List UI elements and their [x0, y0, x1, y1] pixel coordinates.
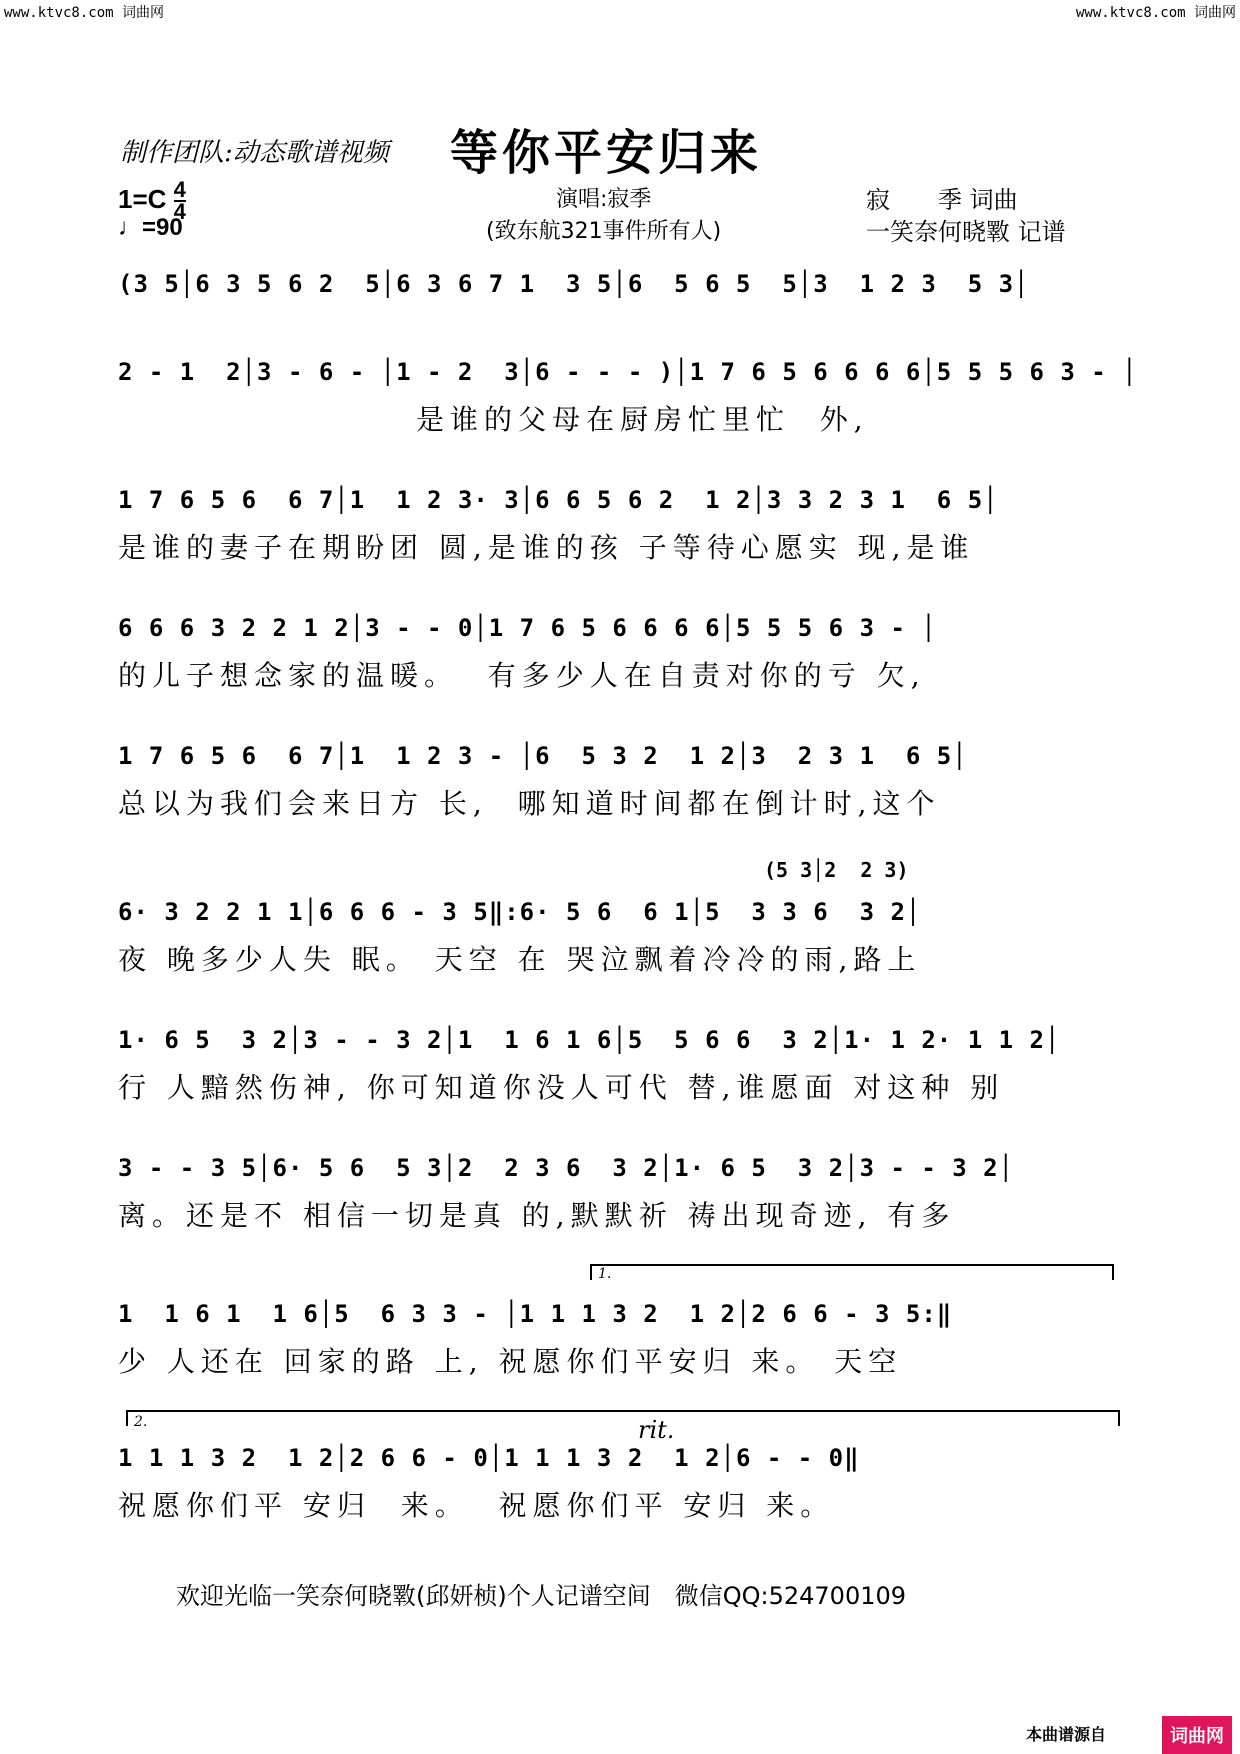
score-line-6-notes: 6· 3 2 2 1 1│6 6 6 - 3 5‖:6· 5 6 6 1│5 3 3 6 3 2│: [118, 898, 922, 926]
tempo: ♩=90: [118, 214, 183, 241]
score-line-6-lyrics: 夜 晚多少人失 眠。 天空 在 哭泣飘着冷冷的雨,路上: [118, 943, 922, 976]
site-url-left[interactable]: www.ktvc8.com 词曲网: [4, 5, 165, 21]
score-line-5-notes: 1 7 6 5 6 6 7│1 1 2 3 - │6 5 3 2 1 2│3 2 3 1 6 5│: [118, 742, 968, 770]
score-line-4-lyrics: 的儿子想念家的温暖。 有多少人在自责对你的亏 欠,: [118, 659, 926, 692]
footer-note: 欢迎光临一笑奈何晓斁(邱妍桢)个人记谱空间 微信QQ:524700109: [176, 1582, 907, 1610]
score-line-3-lyrics: 是谁的妻子在期盼团 圆,是谁的孩 子等待心愿实 现,是谁: [118, 531, 975, 564]
score-line-9-lyrics: 少 人还在 回家的路 上, 祝愿你们平安归 来。 天空: [118, 1345, 903, 1378]
site-url-right[interactable]: www.ktvc8.com 词曲网: [1075, 5, 1236, 21]
song-title: 等你平安归来: [450, 125, 763, 181]
score-line-2-notes: 2 - 1 2│3 - 6 - │1 - 2 3│6 - - - )│1 7 6 5 6 6 6 6│5 5 5 6 3 - │: [118, 358, 1138, 386]
score-line-7-notes: 1· 6 5 3 2│3 - - 3 2│1 1 6 1 6│5 5 6 6 3 2│1· 1 2· 1 1 2│: [118, 1026, 1061, 1054]
composer: 寂 季 词曲: [866, 186, 1018, 214]
time-signature: $\frac{4}{4}$: [173, 177, 186, 224]
transcriber: 一笑奈何晓斁 记谱: [866, 218, 1066, 246]
interlude-notes: (5 3│2 2 3): [764, 858, 909, 882]
score-line-8-notes: 3 - - 3 5│6· 5 6 5 3│2 2 3 6 3 2│1· 6 5 3 2│3 - - 3 2│: [118, 1154, 1015, 1182]
production-team: 制作团队:动态歌谱视频: [120, 138, 389, 168]
score-line-5-lyrics: 总以为我们会来日方 长, 哪知道时间都在倒计时,这个: [118, 787, 941, 820]
volta-2-label: 2.: [134, 1414, 148, 1430]
source-label: 本曲谱源自: [1026, 1725, 1107, 1744]
score-line-8-lyrics: 离。还是不 相信一切是真 的,默默祈 祷出现奇迹, 有多: [118, 1199, 956, 1232]
score-line-3-notes: 1 7 6 5 6 6 7│1 1 2 3· 3│6 6 5 6 2 1 2│3 3 2 3 1 6 5│: [118, 486, 999, 514]
volta-2-bracket: [126, 1410, 1120, 1426]
score-line-9-notes: 1 1 6 1 1 6│5 6 3 3 - │1 1 1 3 2 1 2│2 6 6 - 3 5:‖: [118, 1300, 953, 1328]
score-line-10-notes: 1 1 1 3 2 1 2│2 6 6 - 0│1 1 1 3 2 1 2│6 - - 0‖: [118, 1444, 860, 1472]
dedication: (致东航321事件所有人): [486, 219, 722, 244]
score-line-10-lyrics: 祝愿你们平 安归 来。 祝愿你们平 安归 来。: [118, 1489, 835, 1522]
score-line-7-lyrics: 行 人黯然伤神, 你可知道你没人可代 替,谁愿面 对这种 别: [118, 1071, 1005, 1104]
score-line-2-lyrics: 是谁的父母在厨房忙里忙 外,: [118, 403, 869, 436]
source-site-badge[interactable]: 词曲网: [1162, 1716, 1232, 1754]
score-line-1-notes: (3 5│6 3 5 6 2 5│6 3 6 7 1 3 5│6 5 6 5 5│3 1 2 3 5 3│: [118, 270, 1030, 298]
ritardando-mark: rit.: [638, 1416, 675, 1444]
score-line-4-notes: 6 6 6 3 2 2 1 2│3 - - 0│1 7 6 5 6 6 6 6│5 5 5 6 3 - │: [118, 614, 937, 642]
singer: 演唱:寂季: [556, 187, 652, 212]
volta-1-label: 1.: [598, 1266, 612, 1282]
volta-1-bracket: [590, 1264, 1114, 1280]
key-signature: 1=C $\frac{4}{4}$: [118, 177, 186, 224]
